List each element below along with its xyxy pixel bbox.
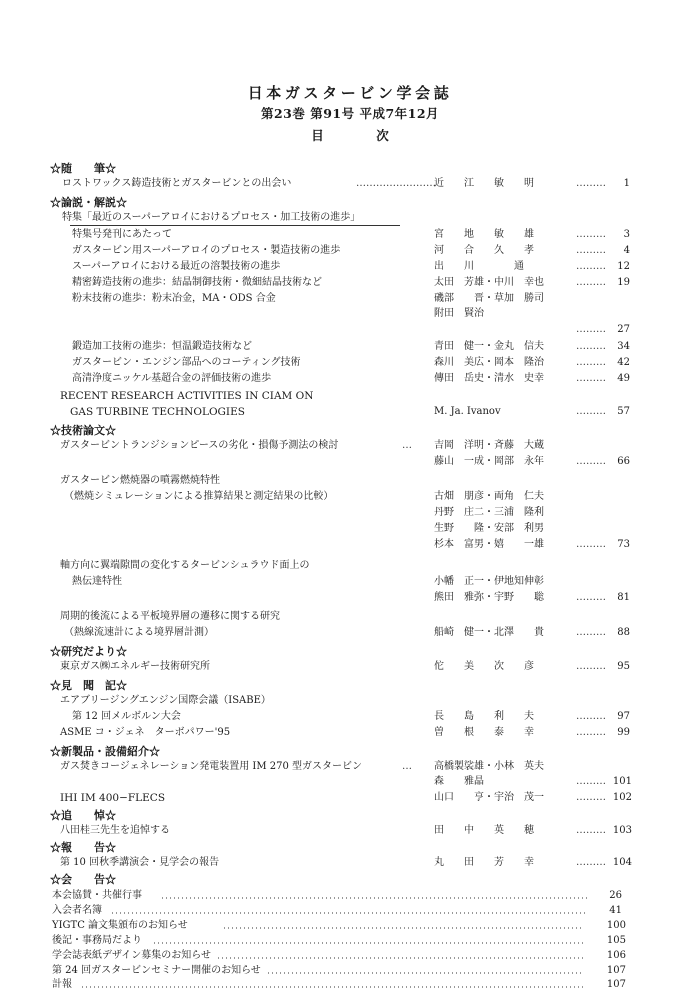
entry-title: 高清浄度ニッケル基超合金の評価技術の進歩: [72, 373, 272, 384]
notice-page: 41: [609, 905, 622, 916]
section-kenkyu: ☆研究だより☆: [50, 645, 127, 658]
leader-dots: [110, 906, 590, 916]
entry-page: 101: [612, 776, 632, 787]
leader-dots: [80, 980, 586, 990]
entry-page: 104: [612, 857, 632, 868]
entry-author: 高橋製裟雄・小林 英夫: [434, 761, 544, 772]
entry-page: 3: [623, 229, 630, 240]
leader-dots: [152, 936, 586, 946]
entry-page: 57: [617, 406, 630, 417]
entry-page: 27: [617, 324, 630, 335]
entry-page: 95: [617, 661, 630, 672]
entry-title: IHI IM 400−FLECS: [60, 792, 166, 804]
section-hokoku: ☆報 告☆: [50, 841, 116, 854]
entry-page: 102: [612, 792, 632, 803]
entry-author: 太田 芳雄・中川 幸也: [434, 277, 544, 288]
entry-title: スーパーアロイにおける最近の溶製技術の進歩: [72, 261, 281, 272]
entry-author: 河 合 久 孝: [434, 245, 534, 256]
notice-title: 後記・事務局だより: [52, 935, 142, 946]
entry-page: 42: [617, 357, 630, 368]
entry-author: 熊田 雅弥・宇野 聡: [434, 592, 544, 603]
entry-author: 傳田 岳史・清水 史幸: [434, 373, 544, 384]
entry-author: 古畑 朋彦・両角 仁夫: [434, 491, 544, 502]
leader-dots: ………: [576, 792, 606, 803]
entry-title: ガスタービントランジションピースの劣化・損傷予測法の検討: [60, 440, 339, 451]
entry-author: 出 川 通: [434, 261, 524, 272]
entry-page: 99: [617, 727, 630, 738]
leader-dots: ………: [576, 341, 606, 352]
contents-heading: 目 次: [311, 128, 409, 143]
entry-author: 小幡 正一・伊地知伸彰: [434, 576, 544, 587]
leader-dots: ………: [576, 229, 606, 240]
entry-title: （燃焼シミュレーションによる推算結果と測定結果の比較）: [64, 491, 334, 502]
entry-page: 103: [612, 825, 632, 836]
leader-dots: [266, 966, 586, 976]
entry-author: 山口 亨・宇治 茂一: [434, 792, 544, 803]
feature-underline: [70, 225, 400, 226]
entry-author: 磯部 晋・草加 勝司: [434, 293, 544, 304]
entry-title: エアブリージングエンジン国際会議（ISABE）: [60, 695, 271, 706]
entry-title: RECENT RESEARCH ACTIVITIES IN CIAM ON: [60, 390, 314, 402]
leader-dots: …: [402, 761, 412, 772]
entry-title: 粉末技術の進歩：粉末冶金，MA・ODS 合金: [72, 293, 276, 304]
entry-title: ガスタービン用スーパーアロイのプロセス・製造技術の進歩: [72, 245, 341, 256]
entry-title: 鍛造加工技術の進歩：恒温鍛造技術など: [72, 341, 252, 352]
notice-page: 26: [609, 890, 622, 901]
entry-page: 12: [617, 261, 630, 272]
entry-title: ガスタービン燃焼器の噴霧燃焼特性: [60, 475, 220, 486]
entry-page: 49: [617, 373, 630, 384]
section-gijutsu: ☆技術論文☆: [50, 424, 116, 437]
notice-page: 100: [606, 920, 626, 931]
section-kenbun: ☆見 聞 記☆: [50, 679, 127, 692]
entry-title: ガス焚きコージェネレーション発電装置用 IM 270 型ガスタービン: [60, 761, 363, 772]
entry-page: 1: [623, 178, 630, 189]
leader-dots: ………: [576, 592, 606, 603]
leader-dots: …: [402, 440, 412, 451]
section-tsuito: ☆追 悼☆: [50, 809, 116, 822]
entry-author: 杉本 富男・嬉 一雄: [434, 539, 544, 550]
section-ronsetsu: ☆論説・解説☆: [50, 196, 127, 209]
leader-dots: [216, 951, 586, 961]
entry-page: 66: [617, 456, 630, 467]
journal-title: 日本ガスタービン学会誌: [247, 84, 453, 102]
notice-title: YIGTC 論文集頒布のお知らせ: [52, 920, 188, 931]
leader-dots: ………: [576, 406, 606, 417]
leader-dots: ………: [576, 627, 606, 638]
notice-title: 第 24 回ガスタービンセミナー開催のお知らせ: [52, 965, 261, 976]
entry-title: 軸方向に翼端隙間の変化するタービンシュラウド面上の: [60, 560, 310, 571]
entry-author: 青田 健一・金丸 信夫: [434, 341, 544, 352]
leader-dots: ………: [576, 245, 606, 256]
entry-title: 特集号発刊にあたって: [72, 229, 172, 240]
leader-dots: ………: [576, 776, 606, 787]
entry-title: ASME コ・ジェネ ターボパワー'95: [60, 727, 231, 738]
entry-author: 藤山 一成・岡部 永年: [434, 456, 544, 467]
entry-title: 第 10 回秋季講演会・見学会の報告: [60, 857, 220, 868]
entry-page: 88: [617, 627, 630, 638]
leader-dots: ………: [576, 261, 606, 272]
leader-dots: ………: [576, 857, 606, 868]
entry-title: 第 12 回メルボルン大会: [72, 711, 181, 722]
entry-title: （熱線流速計による境界層計測）: [64, 627, 214, 638]
entry-author: 吉岡 洋明・斉藤 大蔵: [434, 440, 544, 451]
notice-page: 107: [606, 965, 626, 976]
entry-author: 附田 賢治: [434, 308, 484, 319]
entry-page: 97: [617, 711, 630, 722]
leader-dots: ………: [576, 456, 606, 467]
leader-dots: ………: [576, 539, 606, 550]
entry-title: ガスタービン・エンジン部品へのコーティング技術: [72, 357, 301, 368]
entry-author: 佗 美 次 彦: [434, 661, 534, 672]
section-zuihitsu: ☆随 筆☆: [50, 162, 116, 175]
entry-title: 精密鋳造技術の進歩：結晶制御技術・微細結晶技術など: [72, 277, 322, 288]
leader-dots: ………: [576, 661, 606, 672]
entry-author: 長 島 利 夫: [434, 711, 534, 722]
leader-dots: ………: [576, 727, 606, 738]
notice-page: 107: [606, 979, 626, 990]
notice-title: 入会者名簿: [52, 905, 102, 916]
entry-author: 森川 美広・岡本 隆治: [434, 357, 544, 368]
notice-title: 本会協賛・共催行事: [52, 890, 142, 901]
leader-dots: ………: [576, 357, 606, 368]
entry-title: 周期的後流による平板境界層の遷移に関する研究: [60, 611, 280, 622]
notice-title: 学会誌表紙デザイン募集のお知らせ: [52, 950, 211, 961]
leader-dots: ………: [576, 277, 606, 288]
entry-author: 丸 田 芳 幸: [434, 857, 534, 868]
entry-title: 八田桂三先生を追悼する: [60, 825, 170, 836]
entry-title: 東京ガス㈱エネルギー技術研究所: [60, 661, 210, 672]
issue-info: 第23巻 第91号 平成7年12月: [260, 106, 440, 121]
section-kaikoku: ☆会 告☆: [50, 873, 116, 886]
section-shinseihin: ☆新製品・設備紹介☆: [50, 745, 160, 758]
entry-author: 曽 根 泰 幸: [434, 727, 534, 738]
leader-dots: ………: [576, 324, 606, 335]
leader-dots: [222, 921, 586, 931]
entry-page: 34: [617, 341, 630, 352]
notice-page: 106: [606, 950, 626, 961]
leader-dots: ………: [576, 178, 606, 189]
feature-title: 特集「最近のスーパーアロイにおけるプロセス・加工技術の進歩」: [62, 212, 361, 223]
leader-dots: ………: [576, 711, 606, 722]
entry-page: 4: [623, 245, 630, 256]
entry-author: 船崎 健一・北澤 貴: [434, 627, 544, 638]
entry-author: 丹野 庄二・三浦 隆利: [434, 507, 544, 518]
leader-dots: [160, 891, 590, 901]
entry-author: 近 江 敏 明: [434, 178, 534, 189]
entry-page: 81: [617, 592, 630, 603]
entry-page: 19: [617, 277, 630, 288]
notice-title: 計報: [52, 979, 72, 990]
entry-author: M. Ja. Ivanov: [434, 406, 501, 417]
entry-page: 73: [617, 539, 630, 550]
entry-title: 熱伝達特性: [72, 576, 122, 587]
entry-author: 生野 隆・安部 利男: [434, 523, 544, 534]
entry-title: ロストワックス鋳造技術とガスタービンとの出会い: [62, 178, 292, 189]
leader-dots: ………: [576, 373, 606, 384]
entry-author: 森 雅晶: [434, 776, 484, 787]
entry-author: 宮 地 敏 雄: [434, 229, 534, 240]
leader-dots: ……………………: [356, 178, 436, 189]
notice-page: 105: [606, 935, 626, 946]
entry-title: GAS TURBINE TECHNOLOGIES: [70, 406, 245, 418]
entry-author: 田 中 英 穂: [434, 825, 534, 836]
leader-dots: ………: [576, 825, 606, 836]
